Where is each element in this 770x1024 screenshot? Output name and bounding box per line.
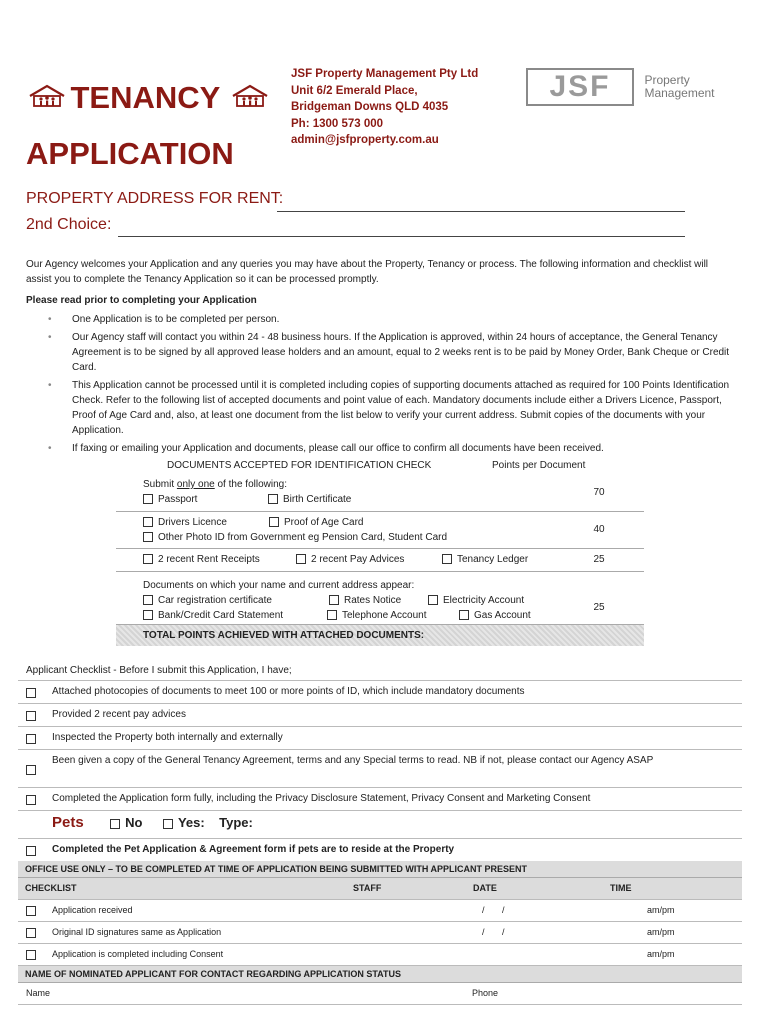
docs-row-2 — [116, 512, 644, 549]
rates-notice-option[interactable]: Rates Notice — [329, 595, 401, 606]
gas-account-option[interactable]: Gas Account — [459, 610, 531, 621]
applicant-checklist — [18, 680, 742, 811]
checkbox[interactable] — [459, 610, 469, 620]
checkbox[interactable] — [143, 595, 153, 605]
checkbox[interactable] — [143, 610, 153, 620]
table-row[interactable]: Application received / / am/pm — [18, 900, 742, 922]
checkbox[interactable] — [26, 765, 36, 775]
electricity-account-option[interactable]: Electricity Account — [428, 595, 524, 606]
points-value: 40 — [593, 524, 605, 535]
pets-row — [52, 814, 253, 832]
property-address-label: PROPERTY ADDRESS FOR RENT: — [26, 190, 284, 207]
docs-header-right: Points per Document — [492, 460, 586, 471]
company-email: admin@jsfproperty.com.au — [291, 134, 439, 146]
checkbox[interactable] — [26, 711, 36, 721]
checkbox[interactable] — [329, 595, 339, 605]
pets-no-option[interactable]: No — [110, 815, 142, 830]
company-phone: Ph: 1300 573 000 — [291, 117, 384, 130]
checkbox[interactable] — [442, 554, 452, 564]
table-row[interactable] — [18, 983, 742, 1005]
checklist-intro: Applicant Checklist - Before I submit this Application, I have; — [26, 665, 292, 676]
checkbox[interactable] — [269, 517, 279, 527]
nominated-applicant-heading: NAME OF NOMINATED APPLICANT FOR CONTACT REGARDING APPLICATION STATUS — [18, 966, 742, 983]
list-item[interactable]: Completed the Pet Application & Agreement form if pets are to reside at the Property — [18, 839, 742, 862]
checkbox[interactable] — [143, 554, 153, 564]
checkbox[interactable] — [163, 819, 173, 829]
proof-of-age-option[interactable]: Proof of Age Card — [269, 517, 364, 528]
points-value: 70 — [593, 487, 605, 498]
drivers-licence-option[interactable]: Drivers Licence — [143, 517, 227, 528]
list-item[interactable]: Inspected the Property both internally and externally — [18, 727, 742, 750]
title-line-2: APPLICATION — [26, 136, 234, 171]
logo-text-1: Property — [644, 73, 690, 87]
checkbox[interactable] — [26, 795, 36, 805]
company-name: JSF Property Management Pty Ltd — [291, 68, 479, 80]
phone-label: Phone — [472, 988, 499, 998]
points-value: 25 — [593, 554, 605, 565]
birth-certificate-option[interactable]: Birth Certificate — [268, 494, 351, 505]
house-icon — [28, 84, 66, 113]
title-line-1: TENANCY — [70, 80, 221, 115]
docs-row-4: Documents on which your name and current address appear: Car registration certificate Rates Notice Electricity Account Bank/Credit Card Statement Telephone Account Gas Account 25 — [116, 572, 644, 624]
checkbox[interactable] — [143, 532, 153, 542]
rent-receipts-option[interactable]: 2 recent Rent Receipts — [143, 554, 260, 565]
title-block — [28, 80, 269, 116]
table-row[interactable]: Original ID signatures same as Application / / am/pm — [18, 922, 742, 944]
list-item: • Our Agency staff will contact you within 24 - 48 business hours. If the Application is approved, within 24 hours of acceptance, the General Tenancy Agreement is to be signed by all approved lease holders and an amount, equal to 2 weeks rent is to be paid by Money Order, Bank Cheque or Credit Card. — [48, 330, 748, 375]
checkbox[interactable] — [26, 928, 36, 938]
list-item[interactable]: Completed the Application form fully, including the Privacy Disclosure Statement, Privacy Consent and Marketing Consent — [18, 788, 742, 811]
logo-mark: JSF — [526, 68, 634, 106]
docs-header-left: DOCUMENTS ACCEPTED FOR IDENTIFICATION CHECK — [167, 460, 432, 471]
table-row[interactable]: Application is completed including Consent am/pm — [18, 944, 742, 966]
list-item[interactable]: Provided 2 recent pay advices — [18, 704, 742, 727]
checkbox[interactable] — [428, 595, 438, 605]
name-label: Name — [26, 988, 51, 998]
company-address-1: Unit 6/2 Emerald Place, — [291, 84, 418, 97]
second-choice-field[interactable] — [118, 236, 685, 237]
house-icon — [231, 84, 269, 113]
company-details — [291, 66, 478, 149]
checkbox[interactable] — [110, 819, 120, 829]
pets-type-label: Type: — [219, 815, 253, 830]
checkbox[interactable] — [143, 494, 153, 504]
docs-row-1: Submit only one of the following: Passport Birth Certificate 70 — [116, 476, 644, 512]
property-address-field[interactable] — [277, 211, 685, 212]
list-item: • If faxing or emailing your Application and documents, please call our office to confirm all documents have been received. — [48, 441, 748, 456]
checkbox[interactable] — [327, 610, 337, 620]
bank-statement-option[interactable]: Bank/Credit Card Statement — [143, 610, 283, 621]
list-item: • This Application cannot be processed until it is completed including copies of supporting documents attached as required for 100 Points Identification Check. Refer to the following list of accepted documents and point value of each. Mandatory documents include either a Drivers Licence, Passport, Proof of Age Card and, also, at least one document from the list below to verify your current address. Submit copies of the documents with your Application. — [48, 378, 748, 438]
pets-label: Pets — [52, 814, 84, 831]
other-photo-id-option[interactable]: Other Photo ID from Government eg Pension Card, Student Card — [143, 532, 447, 543]
instructions-list — [48, 312, 748, 459]
checkbox[interactable] — [26, 950, 36, 960]
total-points-row[interactable] — [116, 624, 644, 646]
list-item[interactable]: Been given a copy of the General Tenancy Agreement, terms and any Special terms to read. NB if not, please contact our Agency ASAP — [18, 750, 742, 788]
docs-row-3 — [116, 549, 644, 572]
office-heading: OFFICE USE ONLY – TO BE COMPLETED AT TIME OF APPLICATION BEING SUBMITTED WITH APPLICANT PRESENT — [18, 861, 742, 878]
office-use-section — [18, 861, 742, 1005]
checkbox[interactable] — [26, 906, 36, 916]
checkbox[interactable] — [26, 846, 36, 856]
checkbox[interactable] — [26, 688, 36, 698]
list-item[interactable]: Attached photocopies of documents to meet 100 or more points of ID, which include mandatory documents — [18, 681, 742, 704]
company-address-2: Bridgeman Downs QLD 4035 — [291, 101, 449, 113]
passport-option[interactable]: Passport — [143, 494, 197, 505]
telephone-account-option[interactable]: Telephone Account — [327, 610, 427, 621]
tenancy-ledger-option[interactable]: Tenancy Ledger — [442, 554, 528, 565]
checkbox[interactable] — [143, 517, 153, 527]
checkbox[interactable] — [268, 494, 278, 504]
list-item: • One Application is to be completed per person. — [48, 312, 748, 327]
second-choice-label: 2nd Choice: — [26, 216, 112, 233]
jsf-logo — [526, 68, 715, 106]
intro-text: Our Agency welcomes your Application and any queries you may have about the Property, Tenancy or process. The following information and checklist will assist you to complete the Tenancy Application so it can be processed promptly. — [26, 259, 709, 285]
checkbox[interactable] — [26, 734, 36, 744]
documents-table — [116, 458, 644, 646]
logo-text-2: Management — [644, 86, 715, 100]
points-value: 25 — [593, 602, 605, 613]
read-prior-heading: Please read prior to completing your Application — [26, 295, 257, 306]
car-registration-option[interactable]: Car registration certificate — [143, 595, 272, 606]
pets-yes-option[interactable]: Yes: — [163, 815, 205, 830]
checkbox[interactable] — [296, 554, 306, 564]
total-points-label: TOTAL POINTS ACHIEVED WITH ATTACHED DOCUMENTS: — [143, 630, 425, 641]
pay-advices-option[interactable]: 2 recent Pay Advices — [296, 554, 404, 565]
office-header-row: CHECKLIST STAFF DATE TIME — [18, 878, 742, 900]
pet-checklist — [18, 838, 742, 862]
